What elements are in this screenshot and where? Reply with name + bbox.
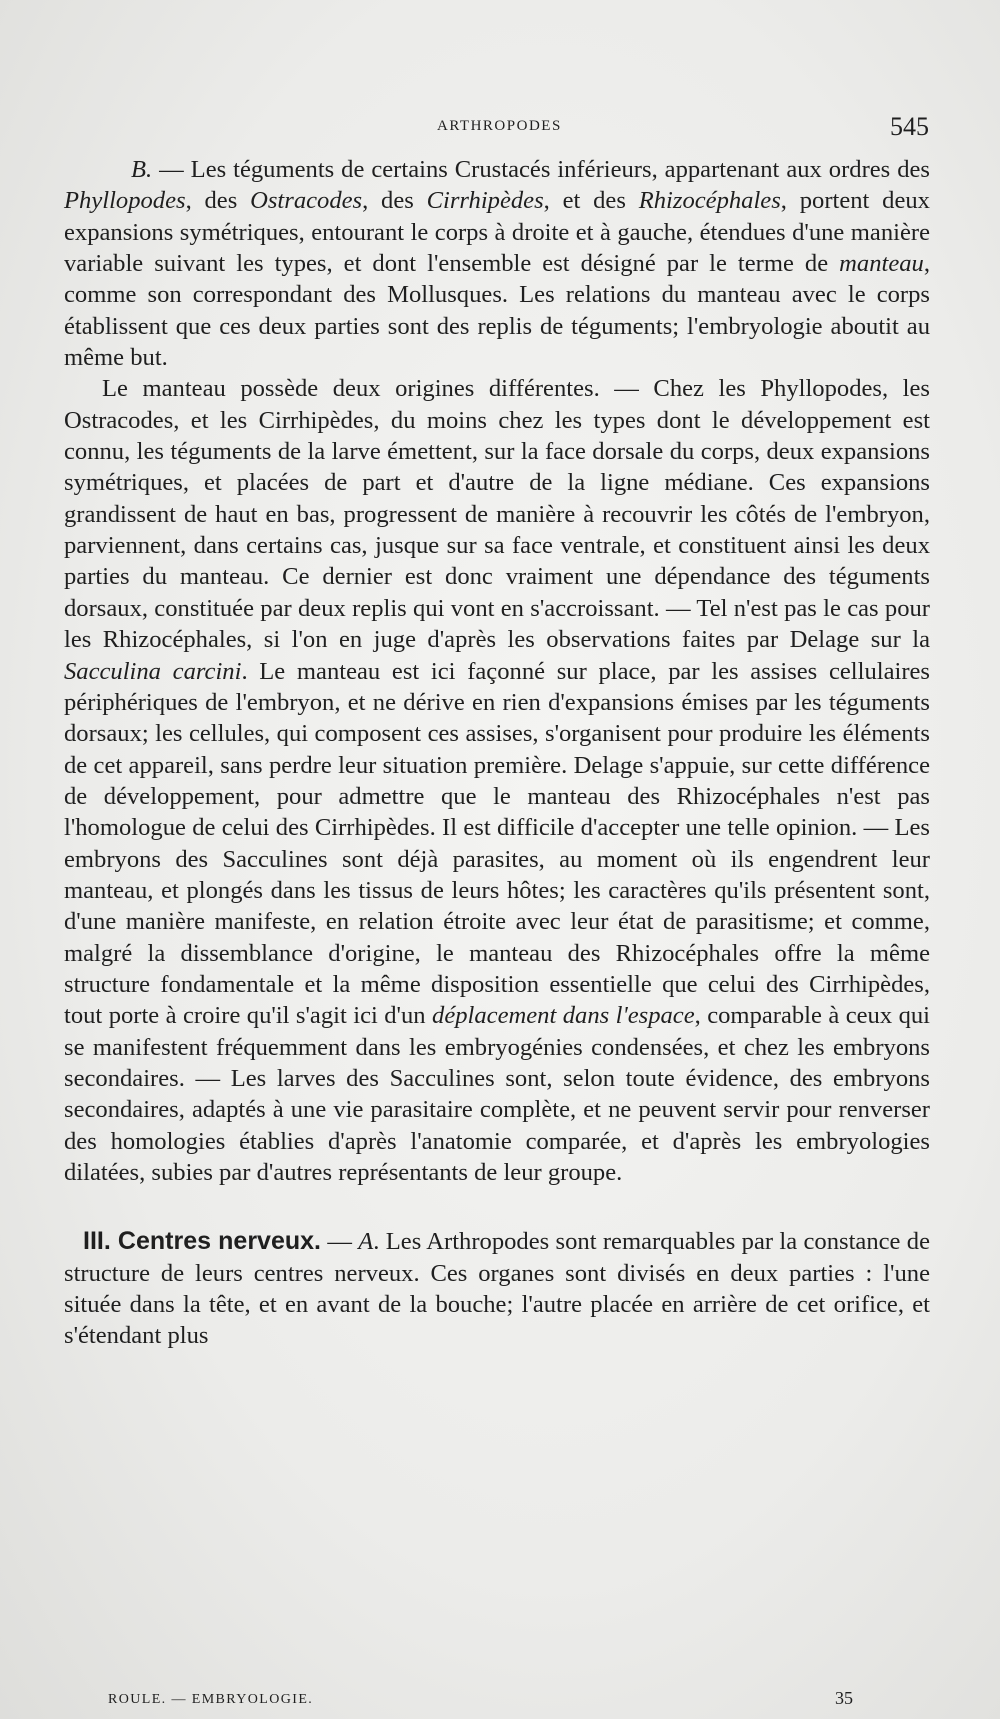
- text-run: . Les Arthropodes sont remarquables par la constance de structure de leurs centres nerveux. Ces organes sont divisés en deux parties : l'une située dans la tête, et en avant de la bouche; l'autre placée en arrière de cet orifice, et s'étendant plus: [64, 1228, 930, 1350]
- italic-text: déplacement dans l'espace: [432, 1002, 695, 1030]
- page-header: [67, 112, 929, 152]
- italic-text: Sacculina carcini: [64, 657, 242, 685]
- paragraph-mantle-origins: [64, 373, 930, 1188]
- italic-text: Phyllopodes: [64, 187, 186, 215]
- text-run: , et des: [543, 187, 639, 215]
- text-run: , des: [362, 187, 427, 215]
- italic-text: A: [358, 1228, 374, 1256]
- text-run: , comme son correspondant des Mollusques. Les relations du manteau avec le corps établissent que ces deux parties sont des replis de téguments; l'embryologie aboutit au même but.: [64, 250, 930, 372]
- page-number: 545: [890, 112, 929, 141]
- italic-text: manteau: [839, 250, 924, 278]
- paragraph-mantle-description: [64, 154, 930, 373]
- text-run: . Le manteau est ici façonné sur place, par les assises cellulaires périphériques de l'embryon, et ne dérive en rien d'expansions émises par les téguments dorsaux; les cellules, qui composent ces assises, s'organisent pour produire les éléments de cet appareil, sans perdre leur situation première. Delage s'appuie, sur cette différence de développement, pour admettre que le manteau des Rhizocéphales n'est pas l'homologue de celui des Cirrhipèdes. Il est difficile d'accepter une telle opinion. — Les embryons des Sacculines sont déjà parasites, au moment où ils engendrent leur manteau, et plongés dans les tissus de leurs hôtes; les caractères qu'ils présentent sont, d'une manière manifeste, en relation étroite avec leur état de parasitisme; et comme, malgré la dissemblance d'origine, le manteau des Rhizocéphales offre la même structure fondamentale et la même disposition essentielle que celui des Cirrhipèdes, tout porte à croire qu'il s'agit ici d'un: [64, 657, 930, 1030]
- italic-text: Cirrhipèdes: [426, 187, 544, 215]
- footer-signature: ROULE. — EMBRYOLOGIE.: [108, 1692, 314, 1707]
- italic-text: Ostracodes: [250, 187, 363, 215]
- signature-mark: 35: [835, 1688, 853, 1708]
- italic-text: B.: [131, 156, 153, 183]
- running-title: ARTHROPODES: [437, 118, 562, 134]
- text-run: , des: [185, 187, 251, 215]
- text-run: Le manteau possède deux origines différentes. — Chez les Phyllopodes, les Ostracodes, et les Cirrhipèdes, du moins chez les types dont le développement est connu, les téguments de la larve émettent, sur la face dorsale du corps, deux expansions symétriques, et placées de part et d'autre de la ligne médiane. Ces expansions grandissent de haut en bas, progressent de manière à recouvrir les côtés de l'embryon, parviennent, dans certains cas, jusque sur sa face ventrale, et constituent ainsi les deux parties du manteau. Ce dernier est donc vraiment une dépendance des téguments dorsaux, constituée par deux replis qui vont en s'accroissant. — Tel n'est pas le cas pour les Rhizocéphales, si l'on en juge d'après les observations faites par Delage sur la: [64, 375, 930, 654]
- text-run: — Les téguments de certains Crustacés inférieurs, appartenant aux ordres des: [152, 156, 930, 183]
- text-run: , portent deux expansions symétriques, entourant le corps à droite et à gauche, étendues d'une manière variable suivant les types, et dont l'ensemble est désigné par le terme de: [64, 187, 930, 278]
- body-text: [64, 154, 930, 1352]
- section-heading: III. Centres nerveux.: [83, 1227, 321, 1256]
- text-run: —: [320, 1228, 359, 1256]
- text-run: , comparable à ceux qui se manifestent fréquemment dans les embryogénies condensées, et chez les embryons secondaires. — Les larves des Sacculines sont, selon toute évidence, des embryons secondaires, adaptés à une vie parasitaire complète, et ne peuvent servir pour renverser des homologies établies d'après l'anatomie comparée, et d'après les embryologies dilatées, subies par d'autres représentants de leur groupe.: [64, 1002, 931, 1186]
- italic-text: Rhizocéphales: [638, 187, 781, 215]
- paragraph-nerve-centres: [64, 1226, 930, 1351]
